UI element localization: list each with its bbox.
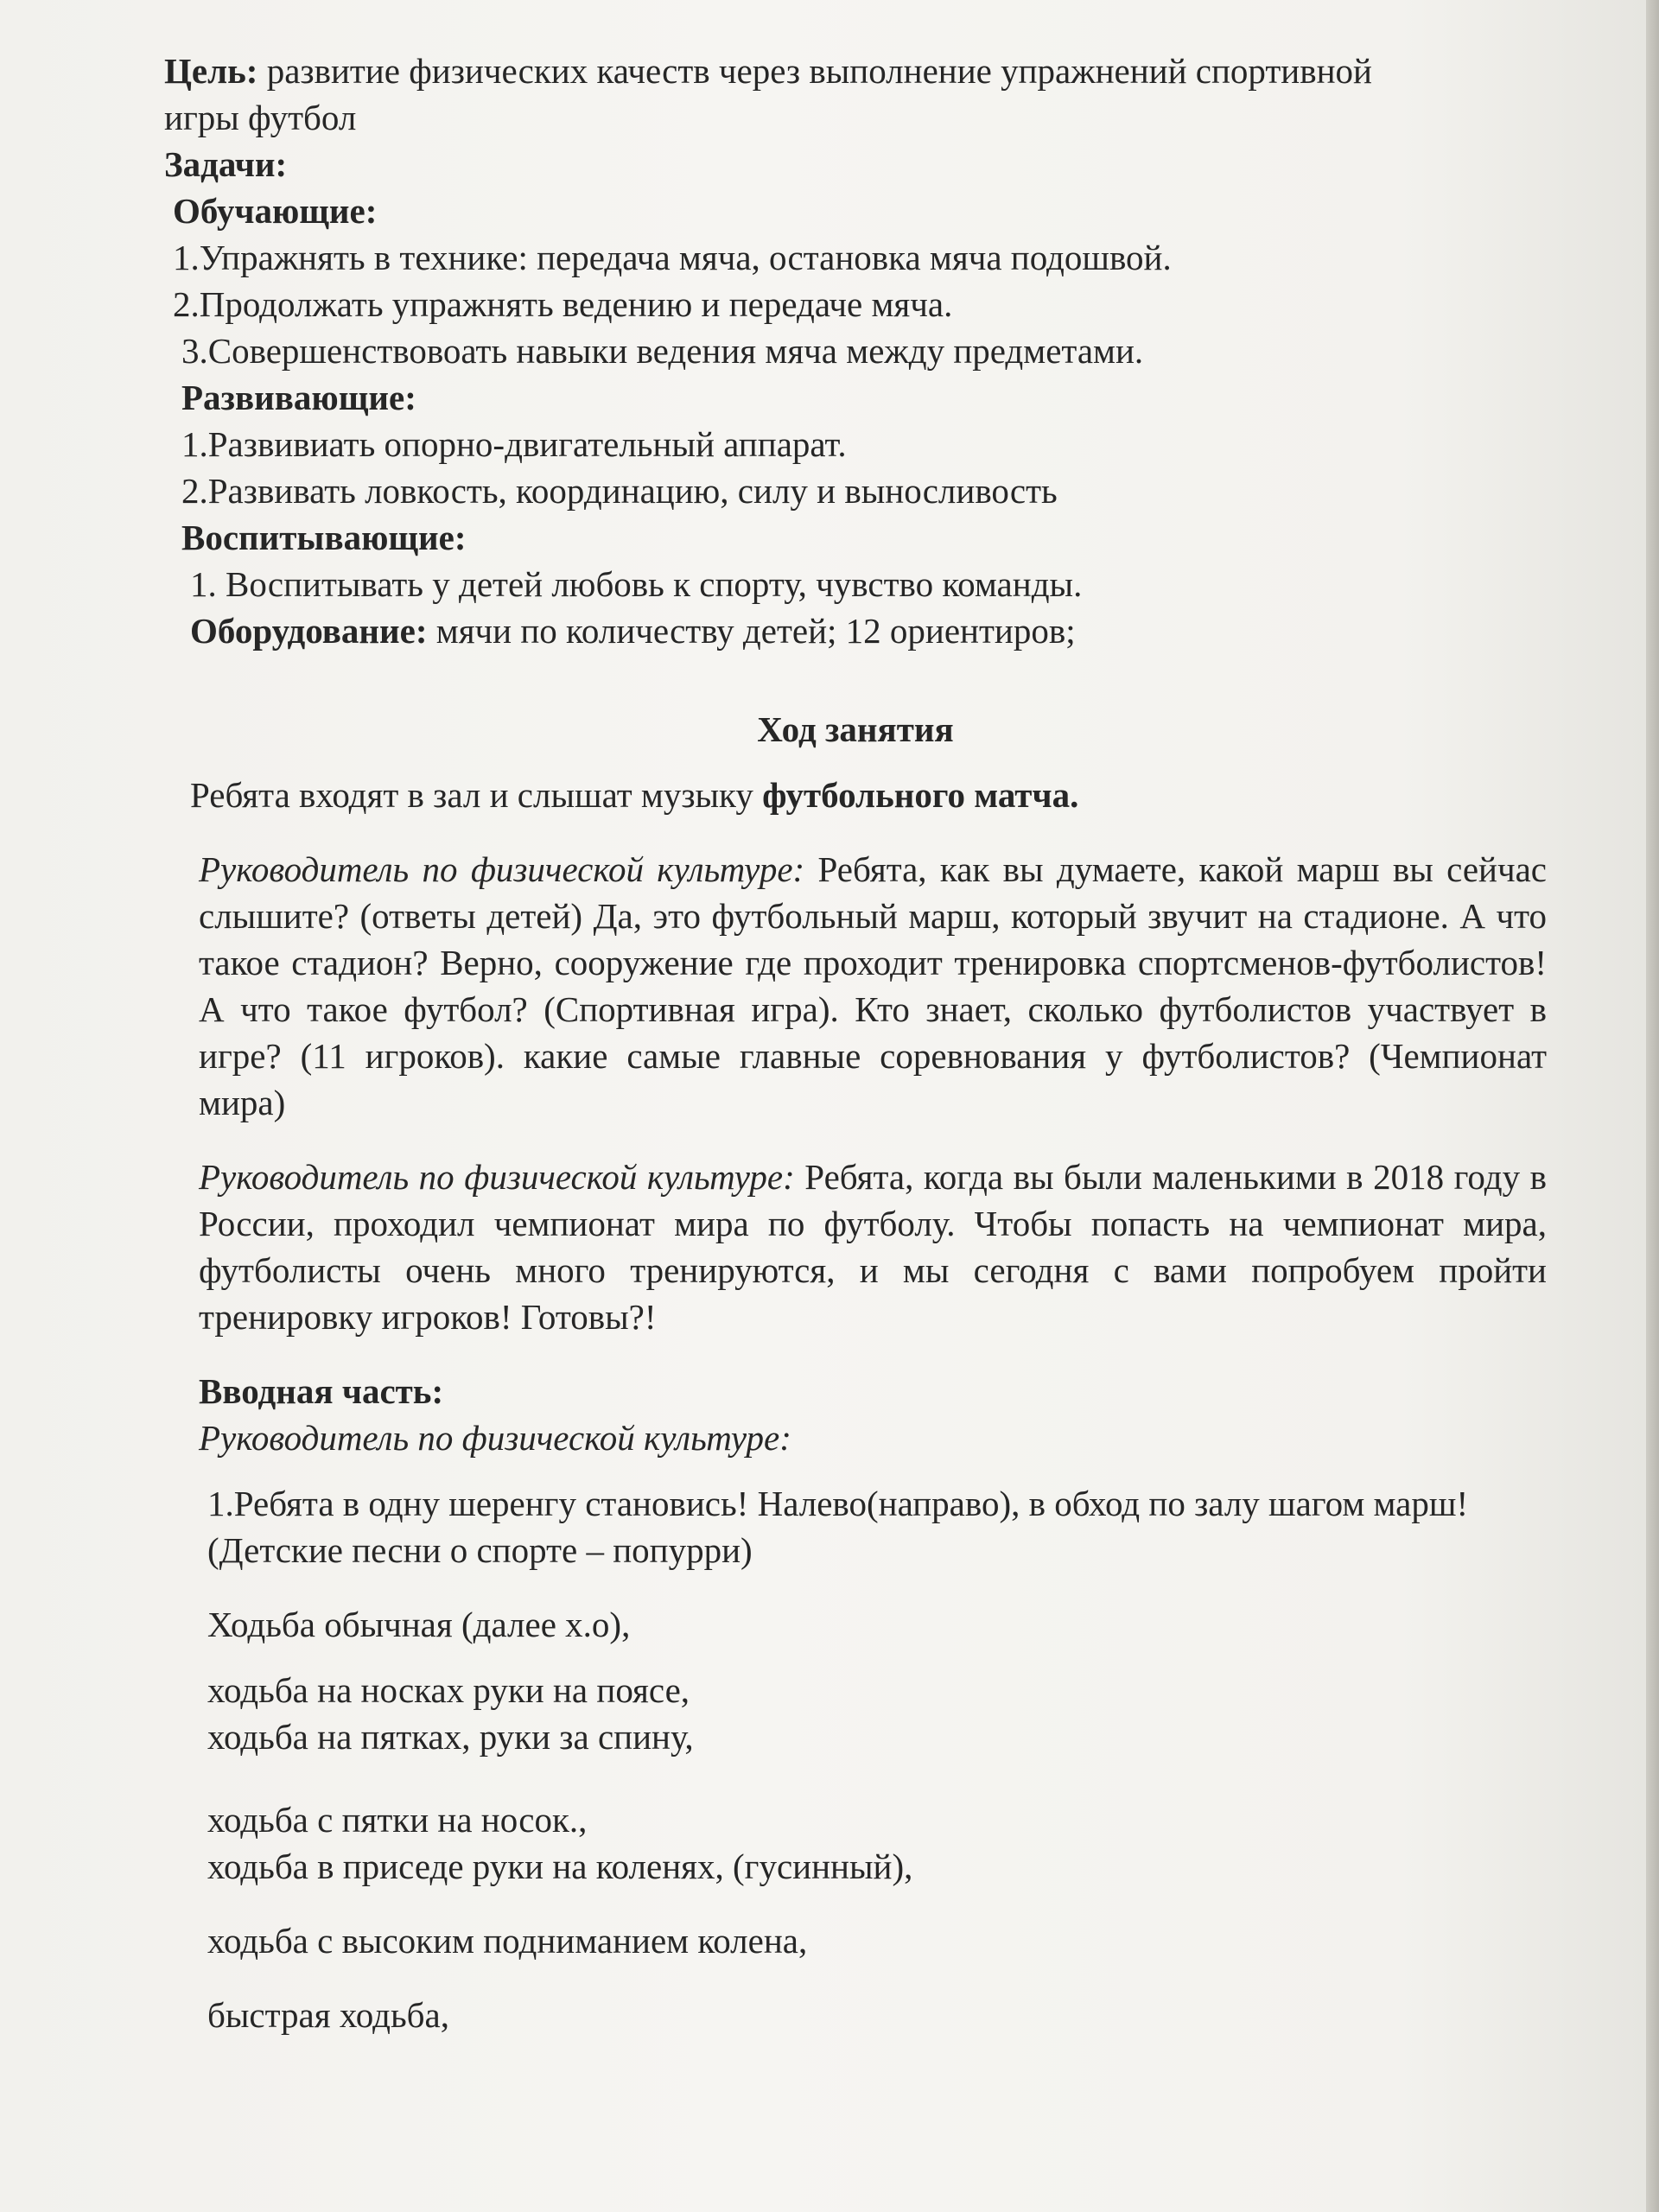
lesson-title: Ход занятия [757,709,954,749]
walk-item: ходьба на носках руки на поясе, [207,1670,690,1710]
goal-text: развитие физических качеств через выполнение упражнений спортивной игры футбол [164,51,1372,137]
dialog-paragraph-2: Руководитель по физической культуре: Ребята, когда вы были маленькими в 2018 году в России, проходил чемпионат мира по футболу. Чтобы попасть на чемпионат мира, футболисты очень много тренируются, и мы сегодня с вами попробуем пройти тренировку игроков! Готовы?! [199,1157,1547,1337]
tasks-heading: Задачи: [164,144,288,184]
speaker-label: Руководитель по физической культуре: [199,849,805,889]
teaching-heading: Обучающие: [173,191,378,231]
paper-edge [1646,0,1659,2212]
teaching-item: 1.Упражнять в технике: передача мяча, остановка мяча подошвой. [173,238,1172,277]
walk-item: ходьба с высоким подниманием колена, [207,1921,808,1961]
equipment-paragraph [164,607,1547,654]
speaker-label: Руководитель по физической культуре: [199,1157,795,1197]
walk-item: быстрая ходьба, [207,1995,449,2035]
goal-paragraph [164,48,1374,141]
goal-label: Цель: [164,51,258,91]
educating-heading: Воспитывающие: [181,518,467,557]
developing-item: 1.Развивиать опорно-двигательный аппарат. [181,424,847,464]
developing-heading: Развивающие: [181,378,416,417]
educating-item: 1. Воспитывать у детей любовь к спорту, чувство команды. [190,564,1083,604]
equipment-label: Оборудование: [190,611,428,651]
teaching-item: 2.Продолжать упражнять ведению и передаче мяча. [173,284,953,324]
walk-item: Ходьба обычная (далее х.о), [207,1605,631,1644]
dialog-paragraph-1: Руководитель по физической культуре: Ребята, как вы думаете, какой марш вы сейчас слышите? (ответы детей) Да, это футбольный марш, который звучит на стадионе. А что такое стадион? Верно, сооружение где проходит тренировка спортсменов-футболистов! А что такое футбол? (Спортивная игра). Кто знает, сколько футболистов участвует в игре? (11 игроков). какие самые главные соревнования у футболистов? (Чемпионат мира) [199,849,1548,1122]
walk-item: ходьба с пятки на носок., [207,1800,588,1840]
equipment-text: мячи по количеству детей; 12 ориентиров; [427,611,1076,651]
walk-item: ходьба на пятках, руки за спину, [207,1717,694,1757]
document-body [164,48,1547,2038]
teaching-item: 3.Совершенствовоать навыки ведения мяча между предметами. [181,331,1144,371]
command-paragraph: 1.Ребята в одну шеренгу становись! Налево(направо), в обход по залу шагом марш! (Детские песни о спорте – попурри) [207,1484,1469,1570]
intro-part-heading: Вводная часть: [199,1371,444,1411]
speaker-label: Руководитель по физической культуре: [199,1418,791,1458]
walk-item: ходьба в приседе руки на коленях, (гусинный), [207,1847,913,1886]
intro-paragraph: Ребята входят в зал и слышат музыку футбольного матча. [190,775,1079,815]
developing-item: 2.Развивать ловкость, координацию, силу и выносливость [181,471,1058,511]
